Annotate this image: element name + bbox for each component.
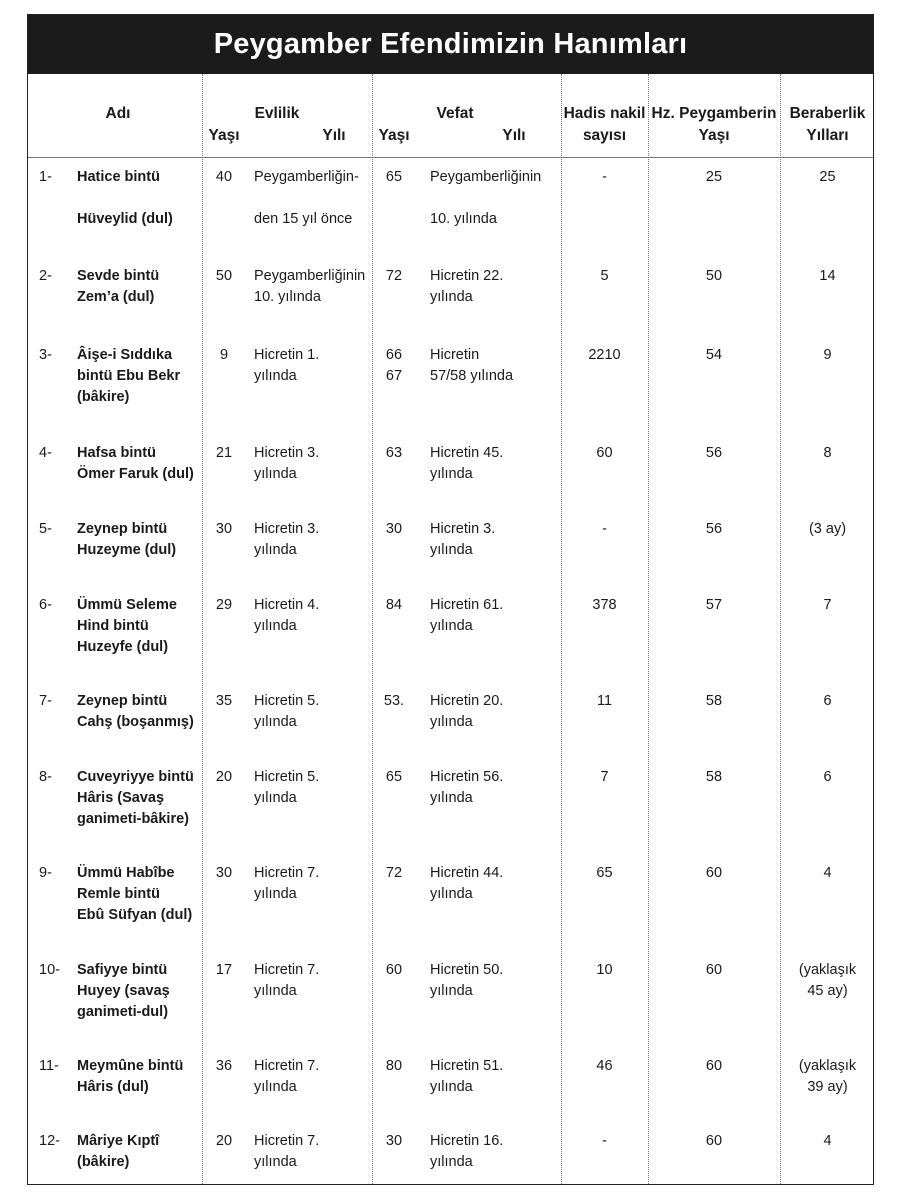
wife-name-line: Ümmü Habîbe — [77, 865, 175, 881]
years-together-line: 8 — [823, 445, 832, 461]
marriage-year — [254, 691, 372, 733]
death-year — [430, 345, 560, 387]
row-number-line: 10- — [39, 962, 60, 978]
hadith-count — [561, 1131, 648, 1152]
death-age — [374, 266, 414, 287]
death-age-line: 53. — [383, 693, 405, 709]
row-number — [39, 767, 79, 788]
marriage-year-line: yılında — [254, 983, 297, 999]
wife-name — [77, 863, 202, 926]
column-divider — [780, 74, 781, 1184]
hadith-count-line: 65 — [596, 865, 613, 881]
prophet-age — [648, 767, 780, 788]
hadith-count-line: 46 — [596, 1058, 613, 1074]
death-year-line — [430, 188, 560, 209]
marriage-age-line: 20 — [215, 769, 233, 785]
death-age — [374, 863, 414, 884]
marriage-year — [254, 345, 372, 387]
wife-name — [77, 519, 202, 561]
death-year-line: Hicretin 16. — [430, 1133, 504, 1149]
death-year-line: yılında — [430, 289, 473, 305]
column-divider — [561, 74, 562, 1184]
marriage-year-line: yılında — [254, 790, 297, 806]
prophet-age — [648, 691, 780, 712]
marriage-age-line: 50 — [215, 268, 233, 284]
hadith-count — [561, 519, 648, 540]
prophet-age-line: 54 — [705, 347, 723, 363]
death-age — [374, 345, 414, 387]
death-year-line: yılında — [430, 714, 473, 730]
death-year-line: Hicretin 45. — [430, 445, 504, 461]
death-year-line: yılında — [430, 790, 473, 806]
row-number — [39, 691, 79, 712]
years-together — [780, 519, 875, 540]
marriage-age — [204, 345, 244, 366]
hadith-count-line: 5 — [600, 268, 609, 284]
marriage-year-line: Hicretin 5. — [254, 769, 320, 785]
marriage-year — [254, 767, 372, 809]
wife-name-line: (bâkire) — [77, 1154, 130, 1170]
years-together-line: 14 — [819, 268, 836, 284]
death-age-line: 63 — [385, 445, 403, 461]
header-evlilik-yili: Yılı — [322, 127, 346, 144]
hadith-count-line: 10 — [596, 962, 613, 978]
death-year — [430, 266, 560, 308]
column-divider — [372, 74, 373, 1184]
years-together-line: (3 ay) — [808, 521, 847, 537]
death-age — [374, 960, 414, 981]
prophet-age — [648, 1131, 780, 1152]
death-age — [374, 691, 414, 712]
hadith-count — [561, 767, 648, 788]
header-peygamber-1: Hz. Peygamberin — [651, 105, 777, 122]
row-number-line: 2- — [39, 268, 52, 284]
row-number-line: 6- — [39, 597, 52, 613]
row-number-line: 1- — [39, 169, 52, 185]
prophet-age — [648, 960, 780, 981]
marriage-age — [204, 443, 244, 464]
wife-name-line: Hafsa bintü — [77, 445, 156, 461]
death-age-line: 84 — [385, 597, 403, 613]
death-year-line: yılında — [430, 1079, 473, 1095]
hadith-count — [561, 443, 648, 464]
wife-name-line: Safiyye bintü — [77, 962, 168, 978]
death-year — [430, 167, 560, 230]
death-age — [374, 595, 414, 616]
wife-name — [77, 443, 202, 485]
death-age-line: 65 — [385, 769, 403, 785]
marriage-year-line: 10. yılında — [254, 289, 321, 305]
years-together — [780, 960, 875, 1002]
marriage-year-line: yılında — [254, 542, 297, 558]
death-year — [430, 767, 560, 809]
years-together — [780, 863, 875, 884]
header-hadis-1: Hadis nakil — [563, 105, 646, 122]
marriage-age — [204, 266, 244, 287]
death-age-line: 65 — [385, 169, 403, 185]
marriage-year-line: Hicretin 7. — [254, 865, 320, 881]
marriage-year-line — [254, 188, 372, 209]
marriage-year — [254, 595, 372, 637]
years-together-line: (yaklaşık — [798, 1058, 857, 1074]
marriage-age — [204, 1056, 244, 1077]
marriage-year — [254, 443, 372, 485]
years-together-line: 39 ay) — [807, 1079, 848, 1095]
hadith-count — [561, 1056, 648, 1077]
marriage-year-line: yılında — [254, 466, 297, 482]
years-together — [780, 1131, 875, 1152]
years-together — [780, 595, 875, 616]
death-age — [374, 443, 414, 464]
wife-name-line: Cahş (boşanmış) — [77, 714, 194, 730]
prophet-age-line: 57 — [705, 597, 723, 613]
marriage-age-line: 29 — [215, 597, 233, 613]
wife-name-line: Huzeyfe (dul) — [77, 639, 169, 655]
death-age-line: 67 — [385, 368, 403, 384]
marriage-age — [204, 519, 244, 540]
hadith-count-line: - — [602, 1133, 607, 1149]
death-year — [430, 443, 560, 485]
death-year — [430, 863, 560, 905]
row-number-line: 8- — [39, 769, 52, 785]
marriage-year — [254, 1131, 372, 1173]
wife-name — [77, 1131, 202, 1173]
header-evlilik: Evlilik — [254, 105, 300, 122]
years-together-line: (yaklaşık — [798, 962, 857, 978]
wife-name-line: Hind bintü — [77, 618, 149, 634]
death-year — [430, 960, 560, 1002]
header-vefat-yili: Yılı — [502, 127, 526, 144]
prophet-age-line: 60 — [705, 962, 723, 978]
death-year-line: Hicretin 61. — [430, 597, 504, 613]
death-year — [430, 691, 560, 733]
header-peygamber-2: Yaşı — [698, 127, 730, 144]
marriage-age-line: 35 — [215, 693, 233, 709]
prophet-age — [648, 345, 780, 366]
death-age — [374, 767, 414, 788]
wife-name-line: (bâkire) — [77, 389, 130, 405]
marriage-age — [204, 167, 244, 188]
wife-name-line: Ömer Faruk (dul) — [77, 466, 194, 482]
marriage-age-line: 30 — [215, 521, 233, 537]
marriage-age — [204, 691, 244, 712]
wife-name-line: Zeynep bintü — [77, 693, 168, 709]
marriage-year — [254, 863, 372, 905]
header-vefat-yasi: Yaşı — [378, 127, 410, 144]
wife-name-line: Zeynep bintü — [77, 521, 168, 537]
prophet-age — [648, 266, 780, 287]
death-age-line: 72 — [385, 268, 403, 284]
marriage-age — [204, 863, 244, 884]
column-divider — [202, 74, 203, 1184]
wife-name-line: ganimeti-bâkire) — [77, 811, 189, 827]
death-year-line: Hicretin 50. — [430, 962, 504, 978]
marriage-year-line: Hicretin 7. — [254, 962, 320, 978]
death-age-line: 66 — [385, 347, 403, 363]
marriage-year — [254, 519, 372, 561]
death-year-line: Peygamberliğinin — [430, 169, 542, 185]
header-vefat: Vefat — [436, 105, 474, 122]
hadith-count-line: 2210 — [588, 347, 621, 363]
wife-name-line: bintü Ebu Bekr — [77, 368, 181, 384]
marriage-age — [204, 595, 244, 616]
years-together-line: 7 — [823, 597, 832, 613]
years-together — [780, 345, 875, 366]
marriage-year-line: yılında — [254, 886, 297, 902]
marriage-age-line: 21 — [215, 445, 233, 461]
column-divider — [648, 74, 649, 1184]
row-number — [39, 1131, 79, 1152]
wife-name — [77, 345, 202, 408]
years-together-line: 45 ay) — [807, 983, 848, 999]
prophet-age-line: 60 — [705, 1058, 723, 1074]
hadith-count-line: 378 — [592, 597, 617, 613]
prophet-age-line: 56 — [705, 521, 723, 537]
wife-name — [77, 767, 202, 830]
marriage-year — [254, 167, 372, 230]
death-year-line: yılında — [430, 886, 473, 902]
wife-name-line: Hüveylid (dul) — [77, 211, 173, 227]
wife-name — [77, 167, 202, 230]
table-title: Peygamber Efendimizin Hanımları — [28, 15, 873, 74]
hadith-count-line: 60 — [596, 445, 613, 461]
years-together-line: 25 — [819, 169, 836, 185]
marriage-age — [204, 960, 244, 981]
death-year-line: Hicretin 56. — [430, 769, 504, 785]
wife-name-line: Mâriye Kıptî — [77, 1133, 160, 1149]
years-together — [780, 266, 875, 287]
death-age-line: 60 — [385, 962, 403, 978]
hadith-count — [561, 691, 648, 712]
death-year — [430, 1056, 560, 1098]
marriage-year-line: Hicretin 5. — [254, 693, 320, 709]
marriage-year-line: yılında — [254, 1079, 297, 1095]
prophet-age-line: 58 — [705, 693, 723, 709]
years-together — [780, 1056, 875, 1098]
marriage-age — [204, 1131, 244, 1152]
death-age — [374, 519, 414, 540]
row-number — [39, 345, 79, 366]
hadith-count — [561, 266, 648, 287]
death-year-line: yılında — [430, 466, 473, 482]
wife-name-line: Ümmü Seleme — [77, 597, 177, 613]
death-age-line: 72 — [385, 865, 403, 881]
death-year-line: Hicretin 51. — [430, 1058, 504, 1074]
marriage-age-line: 30 — [215, 865, 233, 881]
wife-name-line: Sevde bintü — [77, 268, 160, 284]
death-year-line: Hicretin 44. — [430, 865, 504, 881]
prophet-age-line: 56 — [705, 445, 723, 461]
row-number — [39, 167, 79, 188]
marriage-age-line: 9 — [219, 347, 229, 363]
marriage-year-line: Hicretin 4. — [254, 597, 320, 613]
hadith-count — [561, 167, 648, 188]
wife-name-line: Hâris (Savaş — [77, 790, 165, 806]
row-number — [39, 519, 79, 540]
hadith-count-line: - — [602, 169, 607, 185]
row-number-line: 7- — [39, 693, 52, 709]
wife-name-line: Huyey (savaş — [77, 983, 170, 999]
marriage-age — [204, 767, 244, 788]
death-year-line: Hicretin — [430, 347, 480, 363]
death-year-line: yılında — [430, 618, 473, 634]
header-divider — [28, 157, 873, 158]
marriage-year-line: Hicretin 7. — [254, 1058, 320, 1074]
marriage-age-line: 17 — [215, 962, 233, 978]
row-number-line: 3- — [39, 347, 52, 363]
prophet-age — [648, 443, 780, 464]
prophet-age-line: 58 — [705, 769, 723, 785]
marriage-year-line: Peygamberliğin- — [254, 169, 359, 185]
wife-name-line — [77, 188, 202, 209]
death-year — [430, 595, 560, 637]
marriage-age-line: 40 — [215, 169, 233, 185]
years-together — [780, 767, 875, 788]
hadith-count-line: 7 — [600, 769, 609, 785]
row-number-line: 5- — [39, 521, 52, 537]
row-number — [39, 266, 79, 287]
death-year-line: 57/58 yılında — [430, 368, 514, 384]
prophet-age — [648, 863, 780, 884]
death-year-line: Hicretin 20. — [430, 693, 504, 709]
wife-name-line: Zem’a (dul) — [77, 289, 155, 305]
marriage-year-line: yılında — [254, 618, 297, 634]
marriage-year-line: Hicretin 1. — [254, 347, 320, 363]
death-year-line: yılında — [430, 983, 473, 999]
wife-name-line: Hâris (dul) — [77, 1079, 149, 1095]
death-age-line: 30 — [385, 1133, 403, 1149]
death-age — [374, 167, 414, 188]
death-year-line: yılında — [430, 542, 473, 558]
wife-name — [77, 960, 202, 1023]
header-evlilik-yasi: Yaşı — [208, 127, 240, 144]
row-number-line: 9- — [39, 865, 52, 881]
death-age-line: 30 — [385, 521, 403, 537]
years-together-line: 6 — [823, 769, 832, 785]
wife-name-line: Cuveyriyye bintü — [77, 769, 194, 785]
marriage-year-line: Hicretin 3. — [254, 445, 320, 461]
wife-name-line: ganimeti-dul) — [77, 1004, 169, 1020]
prophet-age-line: 60 — [705, 865, 723, 881]
wife-name-line: Âişe-i Sıddıka — [77, 347, 173, 363]
wife-name — [77, 691, 202, 733]
prophet-age-line: 50 — [705, 268, 723, 284]
wife-name-line: Hatice bintü — [77, 169, 160, 185]
hadith-count-line: - — [602, 521, 607, 537]
row-number — [39, 1056, 79, 1077]
row-number-line: 4- — [39, 445, 52, 461]
death-age — [374, 1131, 414, 1152]
death-year-line: Hicretin 22. — [430, 268, 504, 284]
death-age — [374, 1056, 414, 1077]
marriage-year-line: yılında — [254, 714, 297, 730]
hadith-count — [561, 345, 648, 366]
row-number-line: 11- — [39, 1058, 59, 1074]
hadith-count — [561, 595, 648, 616]
header-hadis-2: sayısı — [582, 127, 627, 144]
hadith-count — [561, 960, 648, 981]
table-frame — [27, 14, 874, 1185]
header-adi: Adı — [105, 105, 131, 122]
years-together — [780, 443, 875, 464]
marriage-year-line: yılında — [254, 1154, 297, 1170]
header-beraberlik-1: Beraberlik — [789, 105, 866, 122]
wife-name-line: Meymûne bintü — [77, 1058, 184, 1074]
header-beraberlik-2: Yılları — [806, 127, 849, 144]
marriage-year-line: Hicretin 3. — [254, 521, 320, 537]
marriage-age-line: 20 — [215, 1133, 233, 1149]
years-together-line: 6 — [823, 693, 832, 709]
wife-name — [77, 595, 202, 658]
row-number — [39, 863, 79, 884]
marriage-year-line: Peygamberliğinin — [254, 268, 366, 284]
wife-name-line: Huzeyme (dul) — [77, 542, 177, 558]
years-together-line: 4 — [823, 865, 832, 881]
years-together-line: 9 — [823, 347, 832, 363]
wife-name — [77, 266, 202, 308]
hadith-count — [561, 863, 648, 884]
marriage-year — [254, 1056, 372, 1098]
wife-name-line: Remle bintü — [77, 886, 160, 902]
years-together — [780, 691, 875, 712]
death-age-line: 80 — [385, 1058, 403, 1074]
wife-name-line: Ebû Süfyan (dul) — [77, 907, 193, 923]
death-year — [430, 519, 560, 561]
row-number — [39, 443, 79, 464]
prophet-age — [648, 1056, 780, 1077]
row-number — [39, 960, 79, 981]
death-year-line: 10. yılında — [430, 211, 497, 227]
prophet-age — [648, 167, 780, 188]
prophet-age — [648, 519, 780, 540]
death-year-line: yılında — [430, 1154, 473, 1170]
row-number — [39, 595, 79, 616]
marriage-year-line: yılında — [254, 368, 297, 384]
years-together — [780, 167, 875, 188]
marriage-age-line: 36 — [215, 1058, 233, 1074]
wife-name — [77, 1056, 202, 1098]
marriage-year-line: den 15 yıl önce — [254, 211, 353, 227]
marriage-year-line: Hicretin 7. — [254, 1133, 320, 1149]
death-year-line: Hicretin 3. — [430, 521, 496, 537]
prophet-age-line: 60 — [705, 1133, 723, 1149]
prophet-age — [648, 595, 780, 616]
death-year — [430, 1131, 560, 1173]
prophet-age-line: 25 — [705, 169, 723, 185]
marriage-year — [254, 266, 372, 308]
hadith-count-line: 11 — [596, 693, 613, 709]
years-together-line: 4 — [823, 1133, 832, 1149]
marriage-year — [254, 960, 372, 1002]
row-number-line: 12- — [39, 1133, 60, 1149]
